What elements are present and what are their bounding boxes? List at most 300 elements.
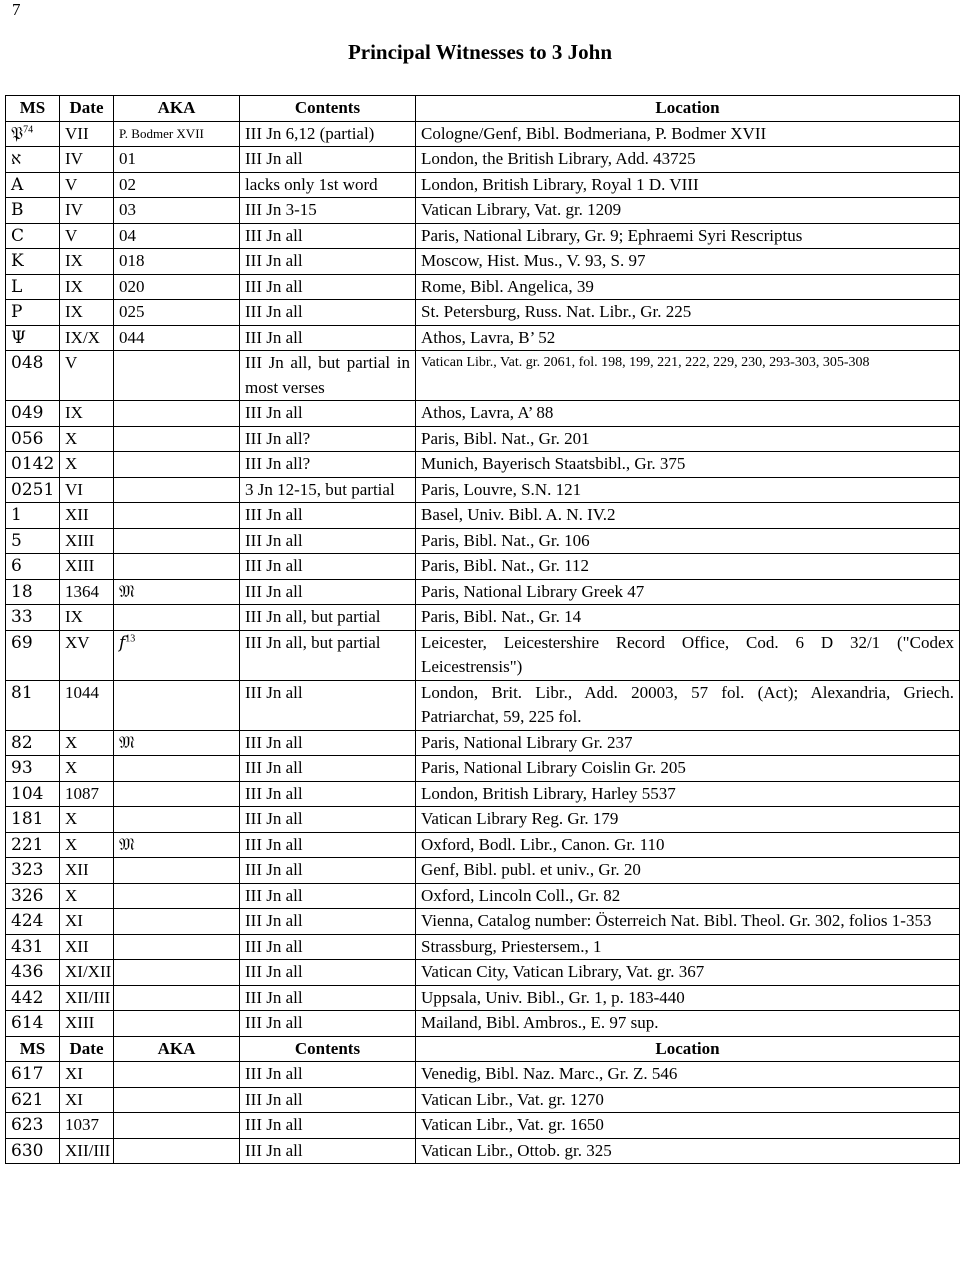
ms-text: P bbox=[11, 302, 23, 322]
contents-cell bbox=[240, 680, 416, 730]
contents-cell bbox=[240, 554, 416, 580]
contents-cell bbox=[240, 121, 416, 147]
aka-cell bbox=[114, 325, 240, 351]
contents-text: III Jn all bbox=[245, 936, 303, 956]
date-cell bbox=[60, 883, 114, 909]
ms-cell bbox=[6, 680, 60, 730]
ms-cell bbox=[6, 934, 60, 960]
aka-cell bbox=[114, 452, 240, 478]
location-text: Vatican Libr., Ottob. gr. 325 bbox=[421, 1140, 612, 1160]
date-cell bbox=[60, 756, 114, 782]
date-text: XIII bbox=[65, 530, 95, 550]
aka-cell bbox=[114, 223, 240, 249]
table-row bbox=[6, 960, 960, 986]
date-text: 1044 bbox=[65, 682, 99, 702]
date-cell bbox=[60, 1138, 114, 1164]
location-text: Paris, National Library Coislin Gr. 205 bbox=[421, 758, 686, 777]
ms-cell bbox=[6, 274, 60, 300]
aka-cell bbox=[114, 198, 240, 224]
date-text: IX bbox=[65, 251, 83, 270]
location-text: London, British Library, Royal 1 D. VIII bbox=[421, 174, 699, 194]
date-text: V bbox=[65, 225, 78, 245]
location-text: Leicester, Leicestershire Record Office, Cod. 6 D 32/1 ("Codex Leicestrensis") bbox=[421, 632, 954, 676]
table-row bbox=[6, 1011, 960, 1037]
date-text: X bbox=[65, 454, 78, 473]
date-text: XII/III bbox=[65, 1140, 111, 1160]
location-cell bbox=[416, 198, 960, 224]
contents-cell bbox=[240, 147, 416, 173]
aka-text: 𝔐 bbox=[119, 732, 135, 753]
aka-cell bbox=[114, 883, 240, 909]
contents-text: III Jn all bbox=[245, 809, 303, 828]
location-text: Paris, National Library, Gr. 9; Ephraemi Syri Rescriptus bbox=[421, 225, 803, 245]
ms-text: 442 bbox=[11, 987, 44, 1008]
contents-text: III Jn all bbox=[245, 1140, 303, 1160]
table-row bbox=[6, 781, 960, 807]
aka-text: 𝔐 bbox=[119, 834, 135, 855]
contents-cell bbox=[240, 605, 416, 631]
ms-text: 056 bbox=[11, 428, 44, 449]
contents-cell bbox=[240, 172, 416, 198]
contents-cell bbox=[240, 985, 416, 1011]
location-cell bbox=[416, 274, 960, 300]
table-row bbox=[6, 730, 960, 756]
date-cell bbox=[60, 832, 114, 858]
table-row bbox=[6, 630, 960, 680]
contents-cell bbox=[240, 452, 416, 478]
date-text: X bbox=[65, 809, 78, 828]
aka-cell bbox=[114, 147, 240, 173]
aka-cell bbox=[114, 249, 240, 275]
ms-text: 049 bbox=[11, 403, 44, 423]
contents-text: III Jn all bbox=[245, 911, 303, 930]
aka-cell bbox=[114, 172, 240, 198]
contents-cell bbox=[240, 401, 416, 427]
location-text: London, the British Library, Add. 43725 bbox=[421, 149, 696, 168]
date-cell bbox=[60, 960, 114, 986]
contents-text: III Jn all bbox=[245, 987, 303, 1007]
date-text: X bbox=[65, 732, 78, 752]
location-cell bbox=[416, 325, 960, 351]
table-row bbox=[6, 274, 960, 300]
date-cell bbox=[60, 528, 114, 554]
location-cell bbox=[416, 452, 960, 478]
location-cell bbox=[416, 249, 960, 275]
date-cell bbox=[60, 121, 114, 147]
ms-text: 5 bbox=[11, 530, 22, 551]
ms-text: 93 bbox=[11, 758, 33, 778]
aka-cell bbox=[114, 579, 240, 605]
ms-cell bbox=[6, 401, 60, 427]
table-row bbox=[6, 300, 960, 326]
location-cell bbox=[416, 680, 960, 730]
aka-text: 018 bbox=[119, 251, 145, 270]
contents-text: III Jn all bbox=[245, 251, 303, 270]
column-header-ms: MS bbox=[6, 1036, 60, 1062]
aka-cell bbox=[114, 503, 240, 529]
date-text: VI bbox=[65, 479, 83, 499]
date-cell bbox=[60, 1011, 114, 1037]
table-row bbox=[6, 605, 960, 631]
location-text: Athos, Lavra, A’ 88 bbox=[421, 403, 554, 422]
contents-cell bbox=[240, 1138, 416, 1164]
location-text: Strassburg, Priestersem., 1 bbox=[421, 936, 602, 956]
date-text: XV bbox=[65, 632, 90, 652]
aka-cell bbox=[114, 605, 240, 631]
ms-text: L bbox=[11, 276, 23, 297]
contents-cell bbox=[240, 198, 416, 224]
date-text: XII bbox=[65, 860, 89, 879]
date-cell bbox=[60, 1087, 114, 1113]
location-text: Vatican Library Reg. Gr. 179 bbox=[421, 809, 619, 828]
ms-text: 621 bbox=[11, 1089, 44, 1110]
aka-cell bbox=[114, 351, 240, 401]
ms-cell bbox=[6, 985, 60, 1011]
date-cell bbox=[60, 934, 114, 960]
date-cell bbox=[60, 249, 114, 275]
ms-text: 323 bbox=[11, 860, 44, 880]
location-text: Paris, Bibl. Nat., Gr. 201 bbox=[421, 428, 590, 448]
ms-cell bbox=[6, 172, 60, 198]
table-row bbox=[6, 426, 960, 452]
column-header-date: Date bbox=[60, 96, 114, 122]
location-text: Paris, Louvre, S.N. 121 bbox=[421, 479, 582, 499]
date-cell bbox=[60, 401, 114, 427]
contents-text: III Jn all bbox=[245, 962, 303, 981]
location-cell bbox=[416, 147, 960, 173]
aka-cell bbox=[114, 300, 240, 326]
location-text: Vatican Library, Vat. gr. 1209 bbox=[421, 200, 622, 219]
aka-superscript: 13 bbox=[125, 632, 136, 644]
aka-text: 02 bbox=[119, 174, 136, 194]
ms-cell bbox=[6, 781, 60, 807]
ms-text: 614 bbox=[11, 1013, 44, 1033]
table-row bbox=[6, 351, 960, 401]
ms-text: 623 bbox=[11, 1115, 44, 1135]
contents-cell bbox=[240, 528, 416, 554]
aka-cell bbox=[114, 1087, 240, 1113]
contents-cell bbox=[240, 934, 416, 960]
contents-text: III Jn all bbox=[245, 327, 303, 347]
ms-superscript: 74 bbox=[23, 123, 34, 135]
table-row bbox=[6, 401, 960, 427]
table-row bbox=[6, 198, 960, 224]
table-row bbox=[6, 249, 960, 275]
location-text: Vatican Libr., Vat. gr. 1650 bbox=[421, 1115, 604, 1134]
date-cell bbox=[60, 807, 114, 833]
contents-text: III Jn 6,12 (partial) bbox=[245, 123, 375, 143]
table-row bbox=[6, 858, 960, 884]
ms-cell bbox=[6, 605, 60, 631]
ms-cell bbox=[6, 579, 60, 605]
page-title: Principal Witnesses to 3 John bbox=[347, 40, 613, 64]
aka-cell bbox=[114, 858, 240, 884]
contents-cell bbox=[240, 503, 416, 529]
page-number: 7 bbox=[12, 0, 21, 19]
location-cell bbox=[416, 909, 960, 935]
ms-text: C bbox=[11, 225, 25, 246]
location-cell bbox=[416, 426, 960, 452]
location-text: Mailand, Bibl. Ambros., E. 97 sup. bbox=[421, 1013, 659, 1032]
ms-text: 33 bbox=[11, 607, 33, 627]
date-cell bbox=[60, 554, 114, 580]
contents-cell bbox=[240, 832, 416, 858]
date-text: 1364 bbox=[65, 581, 99, 601]
ms-cell bbox=[6, 477, 60, 503]
table-row bbox=[6, 172, 960, 198]
contents-text: III Jn all bbox=[245, 834, 303, 854]
table-header-row bbox=[6, 1036, 960, 1062]
date-cell bbox=[60, 605, 114, 631]
ms-cell bbox=[6, 960, 60, 986]
table-row bbox=[6, 121, 960, 147]
contents-cell bbox=[240, 579, 416, 605]
location-cell bbox=[416, 630, 960, 680]
location-text: London, British Library, Harley 5537 bbox=[421, 783, 676, 803]
ms-cell bbox=[6, 300, 60, 326]
contents-text: III Jn 3-15 bbox=[245, 200, 317, 219]
aka-cell bbox=[114, 426, 240, 452]
date-text: XI bbox=[65, 1064, 83, 1083]
contents-cell bbox=[240, 756, 416, 782]
date-cell bbox=[60, 730, 114, 756]
column-header-location: Location bbox=[416, 1036, 960, 1062]
ms-text: 326 bbox=[11, 885, 44, 906]
aka-cell bbox=[114, 401, 240, 427]
contents-text: III Jn all bbox=[245, 860, 303, 879]
ms-text: 81 bbox=[11, 682, 33, 703]
aka-cell bbox=[114, 730, 240, 756]
location-cell bbox=[416, 1113, 960, 1139]
date-text: V bbox=[65, 174, 78, 194]
location-text: Vatican City, Vatican Library, Vat. gr. 367 bbox=[421, 962, 705, 981]
contents-cell bbox=[240, 807, 416, 833]
table-row bbox=[6, 1113, 960, 1139]
date-text: X bbox=[65, 758, 78, 777]
aka-cell bbox=[114, 756, 240, 782]
ms-cell bbox=[6, 426, 60, 452]
aka-text: 𝔐 bbox=[119, 581, 135, 602]
date-text: IX bbox=[65, 403, 83, 422]
date-cell bbox=[60, 452, 114, 478]
date-text: X bbox=[65, 428, 78, 448]
location-cell bbox=[416, 832, 960, 858]
location-cell bbox=[416, 1087, 960, 1113]
contents-cell bbox=[240, 249, 416, 275]
aka-text: 03 bbox=[119, 200, 136, 219]
table-row bbox=[6, 756, 960, 782]
contents-cell bbox=[240, 1113, 416, 1139]
date-cell bbox=[60, 172, 114, 198]
contents-text: III Jn all bbox=[245, 225, 303, 245]
ms-text: 0142 bbox=[11, 454, 55, 474]
ms-text: 6 bbox=[11, 556, 22, 576]
table-row bbox=[6, 1138, 960, 1164]
location-cell bbox=[416, 528, 960, 554]
contents-cell bbox=[240, 730, 416, 756]
date-text: XIII bbox=[65, 556, 95, 575]
location-text: St. Petersburg, Russ. Nat. Libr., Gr. 225 bbox=[421, 302, 692, 321]
date-text: XII bbox=[65, 936, 89, 956]
location-text: London, Brit. Libr., Add. 20003, 57 fol. (Act); Alexandria, Griech. Patriarchat, 59, 225 fol. bbox=[421, 682, 954, 726]
location-cell bbox=[416, 730, 960, 756]
column-header-contents: Contents bbox=[240, 1036, 416, 1062]
ms-text: B bbox=[11, 200, 24, 220]
table-row bbox=[6, 680, 960, 730]
column-header-aka: AKA bbox=[114, 1036, 240, 1062]
ms-text: 181 bbox=[11, 809, 44, 829]
date-text: XI/XII bbox=[65, 962, 112, 981]
table-row bbox=[6, 1087, 960, 1113]
date-cell bbox=[60, 1113, 114, 1139]
location-text: Oxford, Lincoln Coll., Gr. 82 bbox=[421, 885, 621, 905]
date-cell bbox=[60, 858, 114, 884]
location-text: Basel, Univ. Bibl. A. N. IV.2 bbox=[421, 505, 616, 524]
column-header-location: Location bbox=[416, 96, 960, 122]
location-cell bbox=[416, 1062, 960, 1088]
ms-text: א bbox=[11, 149, 22, 169]
date-cell bbox=[60, 680, 114, 730]
location-cell bbox=[416, 807, 960, 833]
contents-text: III Jn all bbox=[245, 758, 303, 777]
aka-cell bbox=[114, 934, 240, 960]
location-text: Paris, National Library Greek 47 bbox=[421, 581, 645, 601]
ms-text: Ψ bbox=[11, 327, 26, 348]
ms-cell bbox=[6, 249, 60, 275]
location-cell bbox=[416, 554, 960, 580]
location-cell bbox=[416, 579, 960, 605]
location-cell bbox=[416, 121, 960, 147]
location-cell bbox=[416, 985, 960, 1011]
table-row bbox=[6, 579, 960, 605]
aka-cell bbox=[114, 1113, 240, 1139]
date-cell bbox=[60, 579, 114, 605]
ms-cell bbox=[6, 452, 60, 478]
date-cell bbox=[60, 985, 114, 1011]
location-text: Vatican Libr., Vat. gr. 1270 bbox=[421, 1089, 604, 1109]
contents-text: III Jn all bbox=[245, 1115, 303, 1134]
date-text: X bbox=[65, 885, 78, 905]
date-cell bbox=[60, 426, 114, 452]
date-text: XI bbox=[65, 911, 83, 930]
ms-cell bbox=[6, 1113, 60, 1139]
table-row bbox=[6, 223, 960, 249]
date-text: V bbox=[65, 353, 78, 372]
ms-cell bbox=[6, 883, 60, 909]
date-text: IX bbox=[65, 302, 83, 321]
ms-cell bbox=[6, 730, 60, 756]
ms-cell bbox=[6, 351, 60, 401]
location-text: Venedig, Bibl. Naz. Marc., Gr. Z. 546 bbox=[421, 1064, 678, 1083]
contents-text: III Jn all? bbox=[245, 428, 311, 448]
ms-cell bbox=[6, 1087, 60, 1113]
contents-cell bbox=[240, 781, 416, 807]
aka-cell bbox=[114, 1062, 240, 1088]
date-text: VII bbox=[65, 123, 89, 143]
date-text: IX bbox=[65, 607, 83, 626]
ms-text: 630 bbox=[11, 1140, 44, 1161]
aka-text: P. Bodmer XVII bbox=[119, 125, 204, 141]
contents-text: III Jn all bbox=[245, 530, 303, 550]
location-cell bbox=[416, 1138, 960, 1164]
table-row bbox=[6, 909, 960, 935]
table-row bbox=[6, 147, 960, 173]
ms-text: 0251 bbox=[11, 479, 55, 500]
date-text: 1037 bbox=[65, 1115, 99, 1134]
date-cell bbox=[60, 503, 114, 529]
contents-cell bbox=[240, 477, 416, 503]
contents-cell bbox=[240, 883, 416, 909]
location-cell bbox=[416, 960, 960, 986]
table-row bbox=[6, 985, 960, 1011]
aka-cell bbox=[114, 528, 240, 554]
date-text: X bbox=[65, 834, 78, 854]
contents-text: 3 Jn 12-15, but partial bbox=[245, 479, 395, 499]
location-text: Rome, Bibl. Angelica, 39 bbox=[421, 276, 594, 296]
contents-cell bbox=[240, 1087, 416, 1113]
date-text: 1087 bbox=[65, 783, 99, 803]
contents-cell bbox=[240, 1062, 416, 1088]
ms-text: 617 bbox=[11, 1064, 44, 1084]
location-text: Paris, Bibl. Nat., Gr. 14 bbox=[421, 607, 582, 626]
ms-cell bbox=[6, 198, 60, 224]
aka-cell bbox=[114, 121, 240, 147]
ms-cell bbox=[6, 554, 60, 580]
contents-cell bbox=[240, 858, 416, 884]
column-header-date: Date bbox=[60, 1036, 114, 1062]
table-row bbox=[6, 477, 960, 503]
ms-text: 104 bbox=[11, 783, 44, 804]
column-header-contents: Contents bbox=[240, 96, 416, 122]
aka-cell bbox=[114, 1138, 240, 1164]
location-text: Vatican Libr., Vat. gr. 2061, fol. 198, 199, 221, 222, 229, 230, 293-303, 305-308 bbox=[421, 355, 870, 370]
location-text: Paris, Bibl. Nat., Gr. 106 bbox=[421, 530, 590, 550]
contents-cell bbox=[240, 1011, 416, 1037]
contents-text: III Jn all bbox=[245, 1064, 303, 1083]
location-text: Cologne/Genf, Bibl. Bodmeriana, P. Bodmer XVII bbox=[421, 123, 767, 143]
aka-cell bbox=[114, 832, 240, 858]
contents-cell bbox=[240, 325, 416, 351]
date-cell bbox=[60, 223, 114, 249]
contents-cell bbox=[240, 351, 416, 401]
aka-text: 020 bbox=[119, 276, 145, 296]
location-text: Uppsala, Univ. Bibl., Gr. 1, p. 183-440 bbox=[421, 987, 685, 1007]
aka-cell bbox=[114, 807, 240, 833]
location-cell bbox=[416, 934, 960, 960]
column-header-aka: AKA bbox=[114, 96, 240, 122]
contents-text: III Jn all bbox=[245, 1013, 303, 1032]
location-text: Oxford, Bodl. Libr., Canon. Gr. 110 bbox=[421, 834, 665, 854]
ms-cell bbox=[6, 807, 60, 833]
table-row bbox=[6, 883, 960, 909]
ms-text: 431 bbox=[11, 936, 44, 957]
ms-cell bbox=[6, 528, 60, 554]
contents-text: lacks only 1st word bbox=[245, 174, 378, 194]
ms-text: A bbox=[11, 174, 24, 195]
ms-cell bbox=[6, 909, 60, 935]
contents-text: III Jn all bbox=[245, 783, 303, 803]
location-text: Moscow, Hist. Mus., V. 93, S. 97 bbox=[421, 251, 646, 270]
contents-text: III Jn all bbox=[245, 885, 303, 905]
contents-cell bbox=[240, 426, 416, 452]
ms-cell bbox=[6, 503, 60, 529]
contents-text: III Jn all? bbox=[245, 454, 311, 473]
table-row bbox=[6, 832, 960, 858]
aka-cell bbox=[114, 274, 240, 300]
witness-table bbox=[5, 95, 960, 1164]
contents-text: III Jn all bbox=[245, 556, 303, 575]
table-row bbox=[6, 503, 960, 529]
